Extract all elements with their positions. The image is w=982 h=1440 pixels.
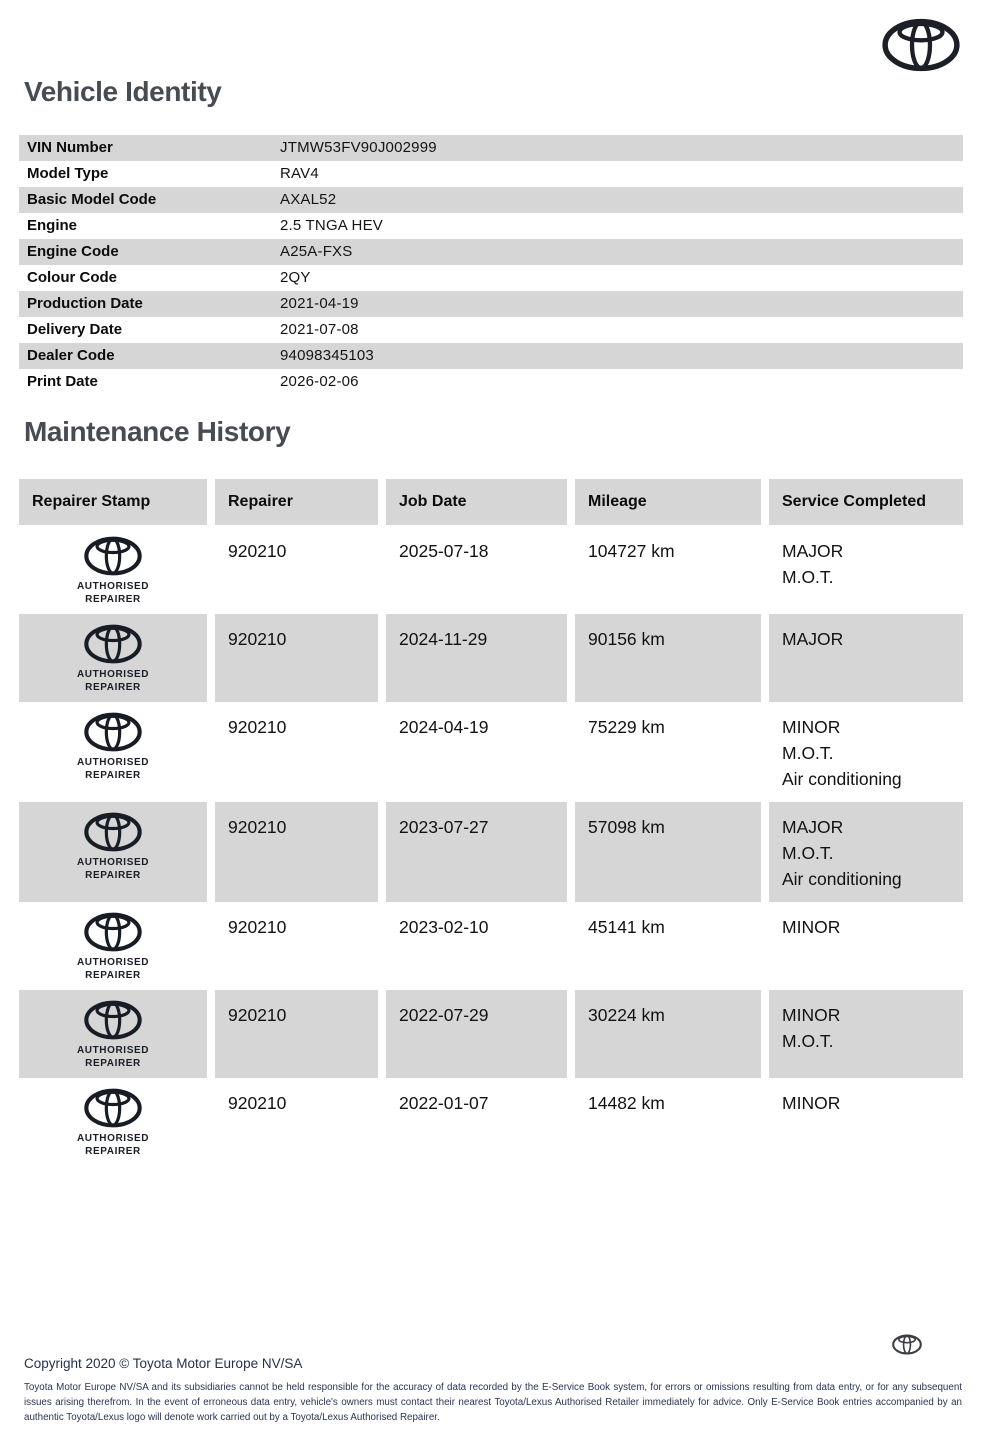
service-line: M.O.T. xyxy=(782,743,834,763)
identity-value: 2021-04-19 xyxy=(280,295,359,312)
identity-row xyxy=(19,317,963,343)
service-line: Air conditioning xyxy=(782,869,902,889)
job-date: 2023-07-27 xyxy=(386,802,567,902)
job-date: 2024-11-29 xyxy=(386,614,567,702)
maintenance-row xyxy=(19,702,963,802)
toyota-authorised-repairer-stamp-icon xyxy=(84,624,142,664)
repairer-stamp xyxy=(19,1078,207,1166)
identity-row xyxy=(19,187,963,213)
maintenance-row xyxy=(19,802,963,902)
stamp-line2: REPAIRER xyxy=(85,1146,141,1157)
stamp-text xyxy=(77,956,149,982)
maintenance-row xyxy=(19,614,963,702)
service-line: MINOR xyxy=(782,917,841,937)
identity-row xyxy=(19,291,963,317)
service-line: MINOR xyxy=(782,1005,841,1025)
identity-label: Engine xyxy=(27,217,78,234)
repairer-code: 920210 xyxy=(228,717,287,737)
repairer-stamp xyxy=(19,702,207,802)
identity-label: Model Type xyxy=(27,165,109,182)
column-header-job-date: Job Date xyxy=(386,479,567,525)
stamp-line2: REPAIRER xyxy=(85,770,141,781)
stamp-line2: REPAIRER xyxy=(85,682,141,693)
job-date: 2022-07-29 xyxy=(386,990,567,1078)
service-line: M.O.T. xyxy=(782,843,834,863)
services-completed xyxy=(769,902,963,990)
disclaimer-text: Toyota Motor Europe NV/SA and its subsidiaries cannot be held responsible for the accuracy of data recorded by the E-Service Book system, for errors or omissions resulting from data entry, or for any subsequent issues arising therefrom. In the event of erroneous data entry, vehicle's owners must contact their nearest Toyota/Lexus Authorised Retailer immediately for advice. Only E-Service Book entries accompanied by an authentic Toyota/Lexus logo will denote work carried out by a Toyota/Lexus Authorised Repairer. xyxy=(24,1382,962,1423)
identity-value: 2.5 TNGA HEV xyxy=(280,217,383,234)
service-line: MINOR xyxy=(782,1093,841,1113)
stamp-text xyxy=(77,1044,149,1070)
job-date: 2025-07-18 xyxy=(399,541,489,561)
identity-value: JTMW53FV90J002999 xyxy=(280,139,437,156)
maintenance-rows xyxy=(19,526,963,1166)
service-line: M.O.T. xyxy=(782,567,834,587)
identity-row xyxy=(19,369,963,395)
stamp-line1: AUTHORISED xyxy=(76,1133,150,1144)
identity-label: Basic Model Code xyxy=(27,191,157,208)
stamp-text xyxy=(77,580,149,606)
repairer-code: 920210 xyxy=(228,1093,287,1113)
repairer-code: 920210 xyxy=(215,614,378,702)
identity-label: Dealer Code xyxy=(27,347,115,364)
stamp-line1: AUTHORISED xyxy=(76,1045,150,1056)
column-header-repairer-stamp: Repairer Stamp xyxy=(19,479,207,525)
toyota-authorised-repairer-stamp-icon xyxy=(84,812,142,852)
repairer-code: 920210 xyxy=(215,802,378,902)
stamp-line2: REPAIRER xyxy=(85,970,141,981)
column-header-service-completed: Service Completed xyxy=(769,479,963,525)
toyota-authorised-repairer-stamp-icon xyxy=(84,712,142,752)
services-completed xyxy=(769,614,963,702)
stamp-line1: AUTHORISED xyxy=(76,581,150,592)
stamp-text xyxy=(77,856,149,882)
stamp-text xyxy=(77,756,149,782)
maintenance-row xyxy=(19,1078,963,1166)
identity-row xyxy=(19,343,963,369)
job-date: 2024-04-19 xyxy=(399,717,489,737)
column-header-repairer: Repairer xyxy=(215,479,378,525)
identity-label: Delivery Date xyxy=(27,321,123,338)
service-line: MAJOR xyxy=(782,629,844,649)
maintenance-history-table xyxy=(19,479,963,1166)
service-line: MAJOR xyxy=(782,541,844,561)
mileage: 104727 km xyxy=(588,541,675,561)
mileage: 75229 km xyxy=(588,717,665,737)
service-line: MINOR xyxy=(782,717,841,737)
job-date: 2022-01-07 xyxy=(399,1093,489,1113)
identity-label: Colour Code xyxy=(27,269,117,286)
toyota-authorised-repairer-stamp-icon xyxy=(84,912,142,952)
vehicle-identity-table xyxy=(19,135,963,395)
identity-label: VIN Number xyxy=(27,139,113,156)
services-completed xyxy=(769,802,963,902)
identity-value: RAV4 xyxy=(280,165,319,182)
identity-value: 2026-02-06 xyxy=(280,373,359,390)
repairer-stamp xyxy=(19,526,207,614)
stamp-text xyxy=(77,1132,149,1158)
stamp-line1: AUTHORISED xyxy=(76,857,150,868)
vehicle-identity-title: Vehicle Identity xyxy=(24,76,222,107)
maintenance-row xyxy=(19,902,963,990)
maintenance-row xyxy=(19,990,963,1078)
repairer-stamp xyxy=(19,902,207,990)
repairer-stamp xyxy=(19,990,207,1078)
service-line: M.O.T. xyxy=(782,1031,834,1051)
mileage: 45141 km xyxy=(588,917,665,937)
identity-value: 2021-07-08 xyxy=(280,321,359,338)
maintenance-header-row xyxy=(19,479,963,525)
repairer-code: 920210 xyxy=(215,990,378,1078)
identity-value: A25A-FXS xyxy=(280,243,353,260)
stamp-line2: REPAIRER xyxy=(85,1058,141,1069)
column-header-mileage: Mileage xyxy=(575,479,761,525)
job-date: 2023-02-10 xyxy=(399,917,489,937)
toyota-logo-small xyxy=(892,1334,922,1355)
identity-label: Engine Code xyxy=(27,243,119,260)
identity-row xyxy=(19,135,963,161)
services-completed xyxy=(769,990,963,1078)
service-line: Air conditioning xyxy=(782,769,902,789)
services-completed xyxy=(769,526,963,614)
toyota-authorised-repairer-stamp-icon xyxy=(84,1088,142,1128)
mileage: 90156 km xyxy=(575,614,761,702)
identity-value: 94098345103 xyxy=(280,347,374,364)
copyright-text: Copyright 2020 © Toyota Motor Europe NV/SA xyxy=(24,1356,303,1371)
maintenance-history-title: Maintenance History xyxy=(24,416,291,447)
identity-label: Print Date xyxy=(27,373,98,390)
repairer-stamp xyxy=(19,614,207,702)
stamp-line1: AUTHORISED xyxy=(76,669,150,680)
toyota-authorised-repairer-stamp-icon xyxy=(84,536,142,576)
identity-row xyxy=(19,265,963,291)
stamp-line1: AUTHORISED xyxy=(76,957,150,968)
identity-row xyxy=(19,161,963,187)
toyota-authorised-repairer-stamp-icon xyxy=(84,1000,142,1040)
services-completed xyxy=(769,702,963,802)
stamp-text xyxy=(77,668,149,694)
maintenance-row xyxy=(19,526,963,614)
mileage: 30224 km xyxy=(575,990,761,1078)
repairer-code: 920210 xyxy=(228,541,287,561)
identity-row xyxy=(19,213,963,239)
stamp-line2: REPAIRER xyxy=(85,594,141,605)
repairer-stamp xyxy=(19,802,207,902)
stamp-line2: REPAIRER xyxy=(85,870,141,881)
identity-value: AXAL52 xyxy=(280,191,337,208)
repairer-code: 920210 xyxy=(228,917,287,937)
service-line: MAJOR xyxy=(782,817,844,837)
identity-row xyxy=(19,239,963,265)
services-completed xyxy=(769,1078,963,1166)
stamp-line1: AUTHORISED xyxy=(76,757,150,768)
mileage: 14482 km xyxy=(588,1093,665,1113)
toyota-logo xyxy=(882,18,960,72)
mileage: 57098 km xyxy=(575,802,761,902)
identity-label: Production Date xyxy=(27,295,143,312)
identity-value: 2QY xyxy=(280,269,311,286)
